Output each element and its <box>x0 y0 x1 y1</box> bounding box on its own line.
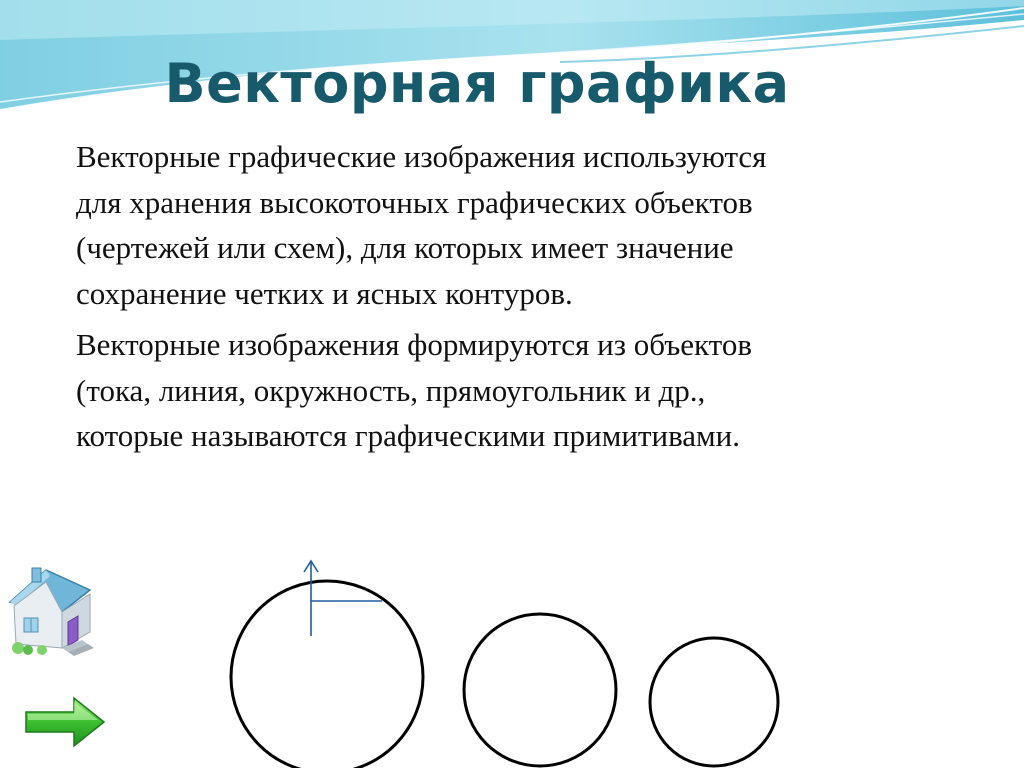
paragraph-line: Векторные графические изображения используются <box>76 139 767 174</box>
house-icon <box>10 568 94 656</box>
arrow-right-icon <box>26 698 104 746</box>
paragraph-line: для хранения высокоточных графических объектов <box>76 184 753 220</box>
small-circle <box>650 638 778 766</box>
vector-primitives-diagram <box>220 552 800 768</box>
large-circle <box>231 581 423 768</box>
paragraph-line: (тока, линия, окружность, прямоугольник и др., <box>76 372 706 408</box>
slide-title: Векторная графика <box>164 52 790 115</box>
paragraph-vector-primitives <box>76 322 976 459</box>
home-button[interactable] <box>2 560 98 660</box>
next-button[interactable] <box>0 682 128 768</box>
paragraph-line: Векторные изображения формируются из объектов <box>76 327 752 362</box>
slide-body <box>76 134 976 465</box>
medium-circle <box>464 614 616 766</box>
paragraph-line: (чертежей или схем), для которых имеет значение <box>76 230 734 265</box>
paragraph-vector-usage <box>76 134 976 316</box>
paragraph-line: сохранение четких и ясных контуров. <box>76 275 573 311</box>
paragraph-line: которые называются графическими примитивами. <box>76 418 741 453</box>
